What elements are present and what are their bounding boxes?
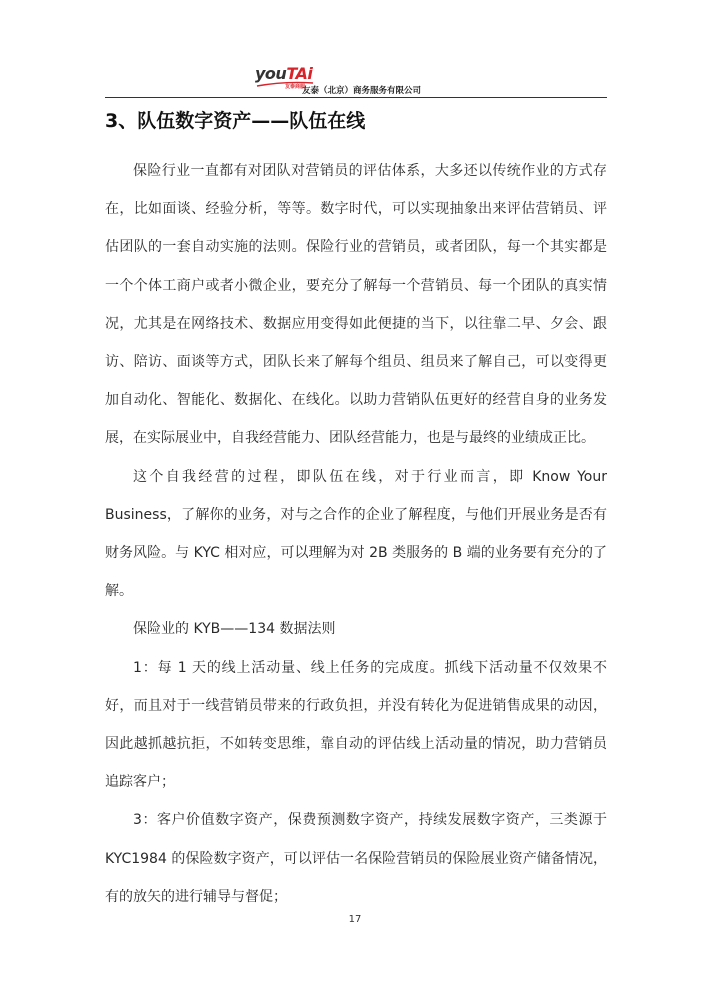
paragraph: 1：每 1 天的线上活动量、线上任务的完成度。抓线下活动量不仅效果不好，而且对于一线营销员带来的行政负担，并没有转化为促进销售成果的动因，因此越抓越抗拒，不如转变思维，靠自动的评估线上活动量的情况，助力营销员追踪客户； (105, 659, 607, 791)
section-title: 3、队伍数字资产——队伍在线 (105, 110, 366, 132)
page-number: 17 (348, 914, 362, 925)
company-name: 友泰（北京）商务服务有限公司 (302, 86, 422, 96)
logo-subtitle: 友泰商服 (285, 84, 306, 90)
page-header (255, 60, 465, 98)
paragraph: 3：客户价值数字资产，保费预测数字资产，持续发展数字资产，三类源于 KYC1984 的保险数字资产，可以评估一名保险营销员的保险展业资产储备情况，有的放矢的进行辅导与督促； (105, 812, 607, 905)
paragraph: 保险行业一直都有对团队对营销员的评估体系，大多还以传统作业的方式存在，比如面谈、经验分析，等等。数字时代，可以实现抽象出来评估营销员、评估团队的一套自动实施的法则。保险行业的营销员，或者团队，每一个其实都是一个个体工商户或者小微企业，要充分了解每一个营销员、每一个团队的真实情况，尤其是在网络技术、数据应用变得如此便捷的当下，以往靠二早、夕会、跟访、陪访、面谈等方式，团队长来了解每个组员、组员来了解自己，可以变得更加自动化、智能化、数据化、在线化。以助力营销队伍更好的经营自身的业务发展，在实际展业中，自我经营能力、团队经营能力，也是与最终的业绩成正比。 (105, 163, 607, 447)
paragraph: 保险业的 KYB——134 数据法则 (133, 621, 336, 638)
body-text (105, 152, 607, 916)
paragraph: 这个自我经营的过程，即队伍在线，对于行业而言，即 Know Your Business，了解你的业务，对与之合作的企业了解程度，与他们开展业务是否有财务风险。与 KYC 相对应，可以理解为对 2B 类服务的 B 端的业务要有充分的了解。 (105, 468, 607, 600)
header-divider (105, 97, 607, 98)
logo-wordmark: youTAi (255, 64, 313, 83)
